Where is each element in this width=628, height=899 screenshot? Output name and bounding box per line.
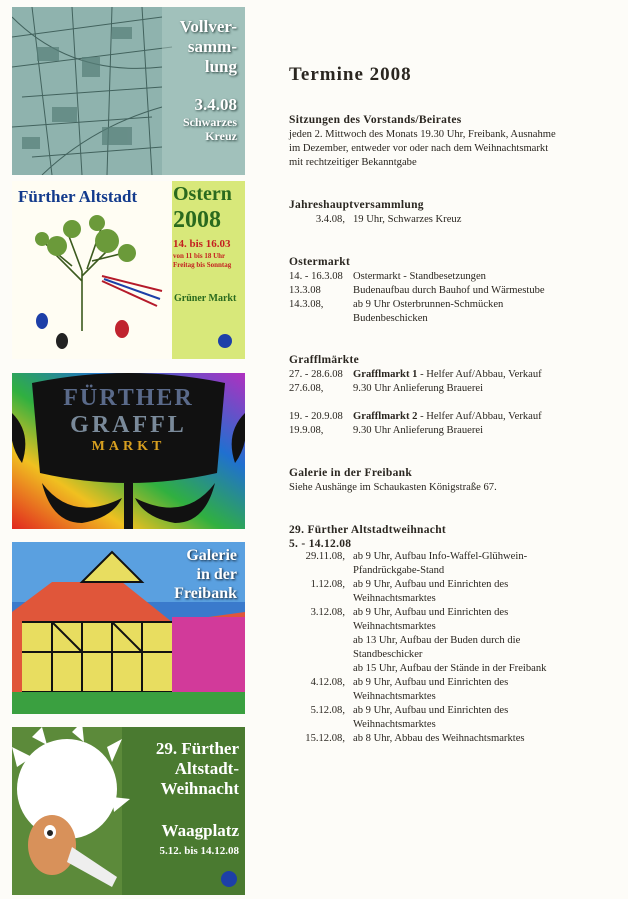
date-cell: 19. - 20.9.08 [289,411,343,422]
thumb4-line3: Freibank [174,585,237,602]
thumb5-dates: 5.12. bis 14.12.08 [159,845,239,857]
list-item [289,732,619,746]
text-cell: Ostermarkt - Standbesetzungen [353,271,486,282]
date-cell: 3.4.08, [315,214,345,225]
thumb2-market: Grüner Markt [174,293,237,304]
text-cell: ab 9 Uhr, Aufbau Info-Waffel-Glühwein- [353,551,528,562]
thumb4-line1: Galerie [186,547,237,564]
date-cell [289,564,353,578]
list-item [289,662,619,676]
list-item [289,564,619,578]
list-item [289,270,619,284]
text-cell: ab 9 Uhr, Aufbau und Einrichten des [353,607,509,618]
thumb-vollversammlung [12,7,245,175]
date-cell [289,648,353,662]
section-subtitle: 5. - 14.12.08 [289,538,352,550]
text-cell: Budenbeschicken [353,313,428,324]
section-title: Sitzungen des Vorstands/Beirates [289,114,462,126]
section-title: 29. Fürther Altstadtweihnacht [289,524,447,536]
date-cell: 14. - 16.3.08 [289,271,343,282]
market-name: Grafflmarkt 2 [353,411,418,422]
text-cell: ab 9 Uhr, Aufbau und Einrichten des [353,705,509,716]
list-item [289,284,619,298]
thumb3-line3: MARKT [91,439,166,454]
section-altstadtweihnacht [289,524,619,746]
date-cell [289,620,353,634]
page-title: Termine 2008 [289,64,412,85]
date-cell [289,634,353,648]
thumb2-title-right: Ostern [173,183,232,205]
section-text-line: mit rechtzeitiger Bekanntgabe [289,157,417,168]
text-cell: Weihnachtsmarktes [353,593,436,604]
date-cell: 27.6.08, [289,383,324,394]
section-ostermarkt [289,256,619,326]
thumb-grafflmarkt [12,373,245,529]
list-item [289,213,619,227]
list-item [289,676,619,690]
section-title: Ostermarkt [289,256,351,268]
list-item [289,410,619,424]
text-cell: ab 13 Uhr, Aufbau der Buden durch die [353,635,521,646]
thumb1-line3: lung [204,57,237,76]
list-item [289,368,619,382]
date-cell: 13.3.08 [289,285,321,296]
date-cell: 3.12.08, [310,607,345,618]
list-item [289,382,619,396]
date-cell [289,312,353,326]
text-cell: ab 9 Uhr, Aufbau und Einrichten des [353,677,509,688]
list-item [289,578,619,592]
section-text-line: im Dezember, entweder vor oder nach dem Weihnachtsmarkt [289,143,549,154]
date-cell: 29.11.08, [305,551,345,562]
text-cell: Budenaufbau durch Bauhof und Wärmestube [353,285,545,296]
text-cell: ab 9 Uhr, Aufbau und Einrichten des [353,579,509,590]
thumb1-line2: samm- [187,37,237,56]
text-cell: ab 15 Uhr, Aufbau der Stände in der Freibank [353,663,547,674]
list-item [289,634,619,648]
text-cell: ab 9 Uhr Osterbrunnen-Schmücken [353,299,504,310]
text-cell: ab 8 Uhr, Abbau des Weihnachtsmarktes [353,733,525,744]
thumb2-dates: 14. bis 16.03 [173,238,231,250]
thumb1-place1: Schwarzes [183,115,237,129]
thumb4-line2: in der [196,566,237,583]
date-cell [289,662,353,676]
section-jahreshauptversammlung [289,199,619,227]
thumb-weihnacht [12,727,245,895]
list-item [289,690,619,704]
text-cell: 9.30 Uhr Anlieferung Brauerei [353,383,484,394]
section-galerie [289,467,619,495]
section-title: Grafflmärkte [289,354,360,366]
date-cell [289,690,353,704]
list-item [289,550,619,564]
thumb2-hours2: Freitag bis Sonntag [173,261,232,269]
thumb3-line2: GRAFFL [70,412,187,438]
list-item [289,312,619,326]
date-cell: 1.12.08, [310,579,345,590]
thumb1-line1: Vollver- [179,17,237,36]
section-text-line: Siehe Aushänge im Schaukasten Königstraße 67. [289,482,497,493]
date-cell: 4.12.08, [310,677,345,688]
section-title: Galerie in der Freibank [289,467,413,479]
thumb5-line1: 29. Fürther [155,739,239,758]
text-cell: Weihnachtsmarktes [353,719,436,730]
thumb5-line3: Weihnacht [160,779,239,798]
thumb2-title-left: Fürther Altstadt [18,187,138,206]
section-vorstand [289,114,619,170]
thumb2-hours1: von 11 bis 18 Uhr [173,252,226,260]
thumb5-place: Waagplatz [161,821,239,840]
text-cell: Standbeschicker [353,649,423,660]
text-cell: Pfandrückgabe-Stand [353,565,445,576]
date-cell: 5.12.08, [310,705,345,716]
list-item [289,298,619,312]
section-text-line: jeden 2. Mittwoch des Monats 19.30 Uhr, Freibank, Ausnahme [289,129,556,140]
date-cell [289,718,353,732]
thumb-galerie [12,542,245,714]
list-item [289,424,619,438]
list-item [289,592,619,606]
list-item [289,606,619,620]
date-cell: 27. - 28.6.08 [289,369,343,380]
text-cell: - Helfer Auf/Abbau, Verkauf [417,369,542,380]
market-name: Grafflmarkt 1 [353,369,418,380]
list-item [289,704,619,718]
section-title: Jahreshauptversammlung [289,199,424,211]
list-item [289,718,619,732]
thumb2-year: 2008 [173,207,221,233]
date-cell [289,592,353,606]
list-item [289,620,619,634]
text-cell: Weihnachtsmarktes [353,691,436,702]
text-cell: Weihnachtsmarktes [353,621,436,632]
thumb3-line1: FÜRTHER [63,385,194,411]
section-grafflmaerkte [289,354,619,438]
thumb1-date: 3.4.08 [194,95,237,114]
text-cell: - Helfer Auf/Abbau, Verkauf [417,411,542,422]
text-cell: 9.30 Uhr Anlieferung Brauerei [353,425,484,436]
list-item [289,648,619,662]
date-cell: 14.3.08, [289,299,324,310]
thumb-ostern [12,181,245,359]
text-cell: 19 Uhr, Schwarzes Kreuz [353,214,462,225]
date-cell: 15.12.08, [305,733,345,744]
thumb5-line2: Altstadt- [174,759,239,778]
date-cell: 19.9.08, [289,425,324,436]
thumb1-place2: Kreuz [205,129,237,143]
